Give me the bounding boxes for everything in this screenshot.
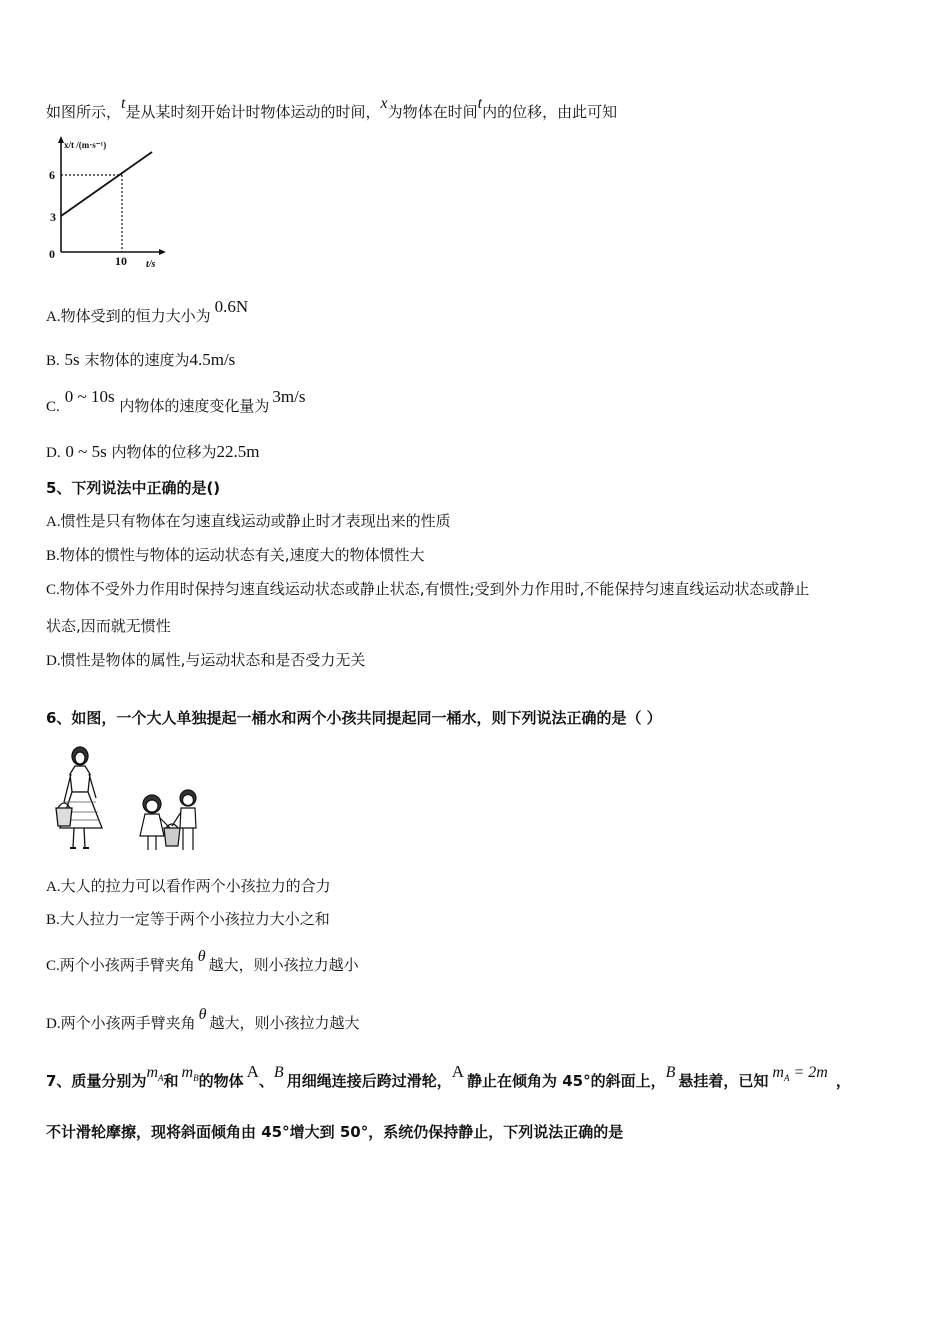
q5-option-a[interactable]: A.惯性是只有物体在匀速直线运动或静止时才表现出来的性质 [46,512,451,530]
q7-stem-line1: 7、质量分别为$m_A$和 $m_B$的物体 A、B 用细绳连接后跨过滑轮，A 静止在倾角为 45°的斜面上，B 悬挂着，已知 $m_A = 2m$ ， [46,1062,851,1090]
q5-option-b[interactable]: B.物体的惯性与物体的运动状态有关,速度大的物体惯性大 [46,546,425,564]
q6-option-c[interactable]: C.两个小孩两手臂夹角 θ 越大，则小孩拉力越小 [46,948,359,974]
y-tick-3: 3 [50,210,56,224]
velocity-time-graph [44,134,174,269]
q6-option-a[interactable]: A.大人的拉力可以看作两个小孩拉力的合力 [46,877,331,895]
theta-symbol: θ [197,948,206,965]
q4-option-a[interactable]: A.物体受到的恒力大小为 0.6N [46,297,249,325]
theta-symbol: θ [198,1006,207,1023]
var-x: x [380,95,388,112]
y-axis-label: x/t /(m·s⁻¹) [64,140,107,150]
var-t: t [121,95,126,112]
data-line [61,152,152,216]
woman-figure [56,747,102,848]
q5-stem: 5、下列说法中正确的是() [46,479,221,497]
x-tick-10: 10 [115,254,127,268]
q4-option-c[interactable]: C.0 ~ 10s 内物体的速度变化量为 3m/s [46,387,306,415]
adult-and-children-carrying-bucket-illustration [48,742,208,857]
q6-option-d[interactable]: D.两个小孩两手臂夹角 θ 越大，则小孩拉力越大 [46,1006,360,1032]
q6-option-b[interactable]: B.大人拉力一定等于两个小孩拉力大小之和 [46,910,330,928]
var-t: t [477,95,483,112]
q4-option-d[interactable]: D. 0 ~ 5s 内物体的位移为22.5m [46,442,260,461]
q5-option-d[interactable]: D.惯性是物体的属性,与运动状态和是否受力无关 [46,651,366,669]
origin-label: 0 [49,247,55,261]
q5-option-c[interactable]: C.物体不受外力作用时保持匀速直线运动状态或静止状态,有惯性;受到外力作用时,不能保持匀速直线运动状态或静止 [46,580,810,598]
x-axis-arrow [159,249,166,255]
y-tick-6: 6 [49,168,55,182]
bucket-icon [164,824,180,846]
q6-stem: 6、如图，一个大人单独提起一桶水和两个小孩共同提起同一桶水，则下列说法正确的是（ ） [46,709,662,727]
q5-option-c-continued: 状态,因而就无惯性 [46,617,171,635]
q7-stem-line2: 不计滑轮摩擦，现将斜面倾角由 45°增大到 50°，系统仍保持静止，下列说法正确的是 [46,1123,624,1141]
q4-stem: 如图所示，t是从某时刻开始计时物体运动的时间，x为物体在时间t内的位移，由此可知 [46,95,618,121]
x-axis-label: t/s [146,259,156,269]
q4-option-b[interactable]: B. 5s 末物体的速度为4.5m/s [46,350,236,369]
